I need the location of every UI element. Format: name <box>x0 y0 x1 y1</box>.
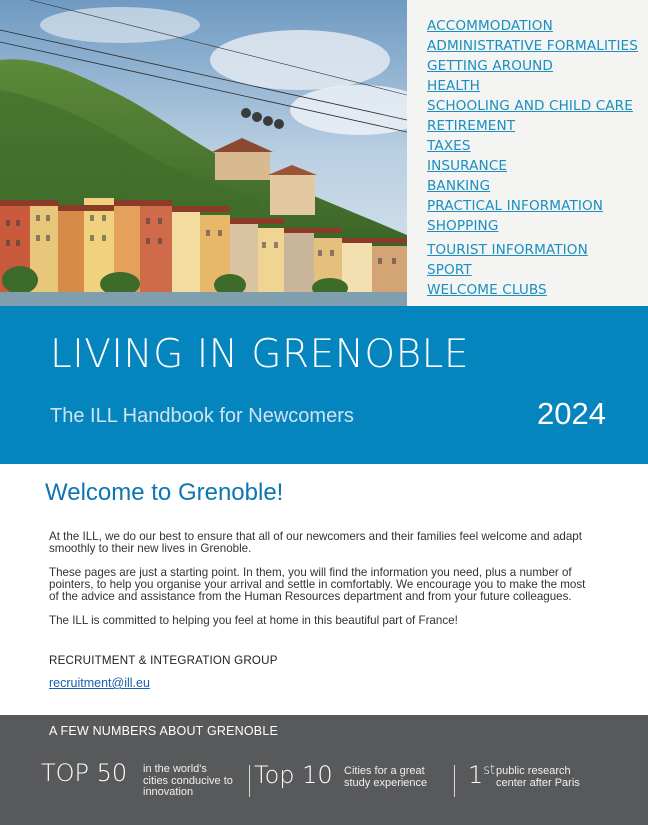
welcome-paragraph: The ILL is committed to helping you feel at home in this beautiful part of France! <box>49 614 458 627</box>
stat-description <box>496 766 580 789</box>
nav-link-insurance[interactable]: INSURANCE <box>427 158 508 174</box>
welcome-paragraph: These pages are just a starting point. In them, you will find the information you need, plus a number of pointers, to help you organise your arrival and settle in comfortably. We encourage you to make the most of the advice and assistance from the Human Resources department and from your future colleagues. <box>49 566 586 603</box>
contact-email-link[interactable]: recruitment@ill.eu <box>49 676 150 690</box>
stat-divider <box>454 765 455 797</box>
welcome-body <box>49 531 589 639</box>
stat-value <box>468 761 495 789</box>
nav-link-shopping[interactable]: SHOPPING <box>427 218 499 234</box>
stat-description-line: cities conducive to <box>143 774 233 787</box>
title-band <box>0 306 648 464</box>
nav-link-taxes[interactable]: TAXES <box>427 138 471 154</box>
page-subtitle: The ILL Handbook for Newcomers <box>50 405 354 427</box>
numbers-section <box>0 715 648 825</box>
stat-divider <box>249 765 250 797</box>
nav-link-administrative-formalities[interactable]: ADMINISTRATIVE FORMALITIES <box>427 38 638 54</box>
nav-link-getting-around[interactable]: GETTING AROUND <box>427 58 553 74</box>
stat-description-line: in the world's <box>143 763 207 775</box>
stat-value: TOP 50 <box>41 759 128 787</box>
welcome-heading: Welcome to Grenoble! <box>45 479 284 506</box>
nav-link-practical-information[interactable]: PRACTICAL INFORMATION <box>427 198 604 214</box>
page-title: LIVING IN GRENOBLE <box>50 332 470 377</box>
nav-link-retirement[interactable]: RETIREMENT <box>427 118 516 134</box>
stat-value: Top 10 <box>254 761 333 789</box>
numbers-heading: A FEW NUMBERS ABOUT GRENOBLE <box>49 724 279 738</box>
topic-navigation <box>407 0 648 306</box>
welcome-paragraph: At the ILL, we do our best to ensure that all of our newcomers and their families feel welcome and adapt smoothly to their new lives in Grenoble. <box>49 530 582 555</box>
nav-link-tourist-information[interactable]: TOURIST INFORMATION <box>427 242 588 258</box>
stat-description <box>143 764 233 799</box>
nav-link-schooling[interactable]: SCHOOLING AND CHILD CARE <box>427 98 633 114</box>
stat-description <box>344 766 427 789</box>
stat-rank: 1 <box>468 761 484 789</box>
nav-link-accommodation[interactable]: ACCOMMODATION <box>427 18 553 34</box>
stat-description-line: public research <box>496 765 571 777</box>
edition-year: 2024 <box>537 396 606 431</box>
stat-description-line: innovation <box>143 786 194 798</box>
nav-link-welcome-clubs[interactable]: WELCOME CLUBS <box>427 282 547 298</box>
hero-photo <box>0 0 407 306</box>
stat-description-line: Cities for a great <box>344 765 425 777</box>
nav-link-health[interactable]: HEALTH <box>427 78 480 94</box>
stat-description-line: study experience <box>344 776 428 789</box>
stat-description-line: center after Paris <box>496 776 580 789</box>
nav-link-banking[interactable]: BANKING <box>427 178 491 194</box>
stat-rank-suffix: st <box>483 763 496 778</box>
grenoble-cityscape-illustration <box>0 0 407 306</box>
nav-link-sport[interactable]: SPORT <box>427 262 472 278</box>
group-name: RECRUITMENT & INTEGRATION GROUP <box>49 654 278 667</box>
